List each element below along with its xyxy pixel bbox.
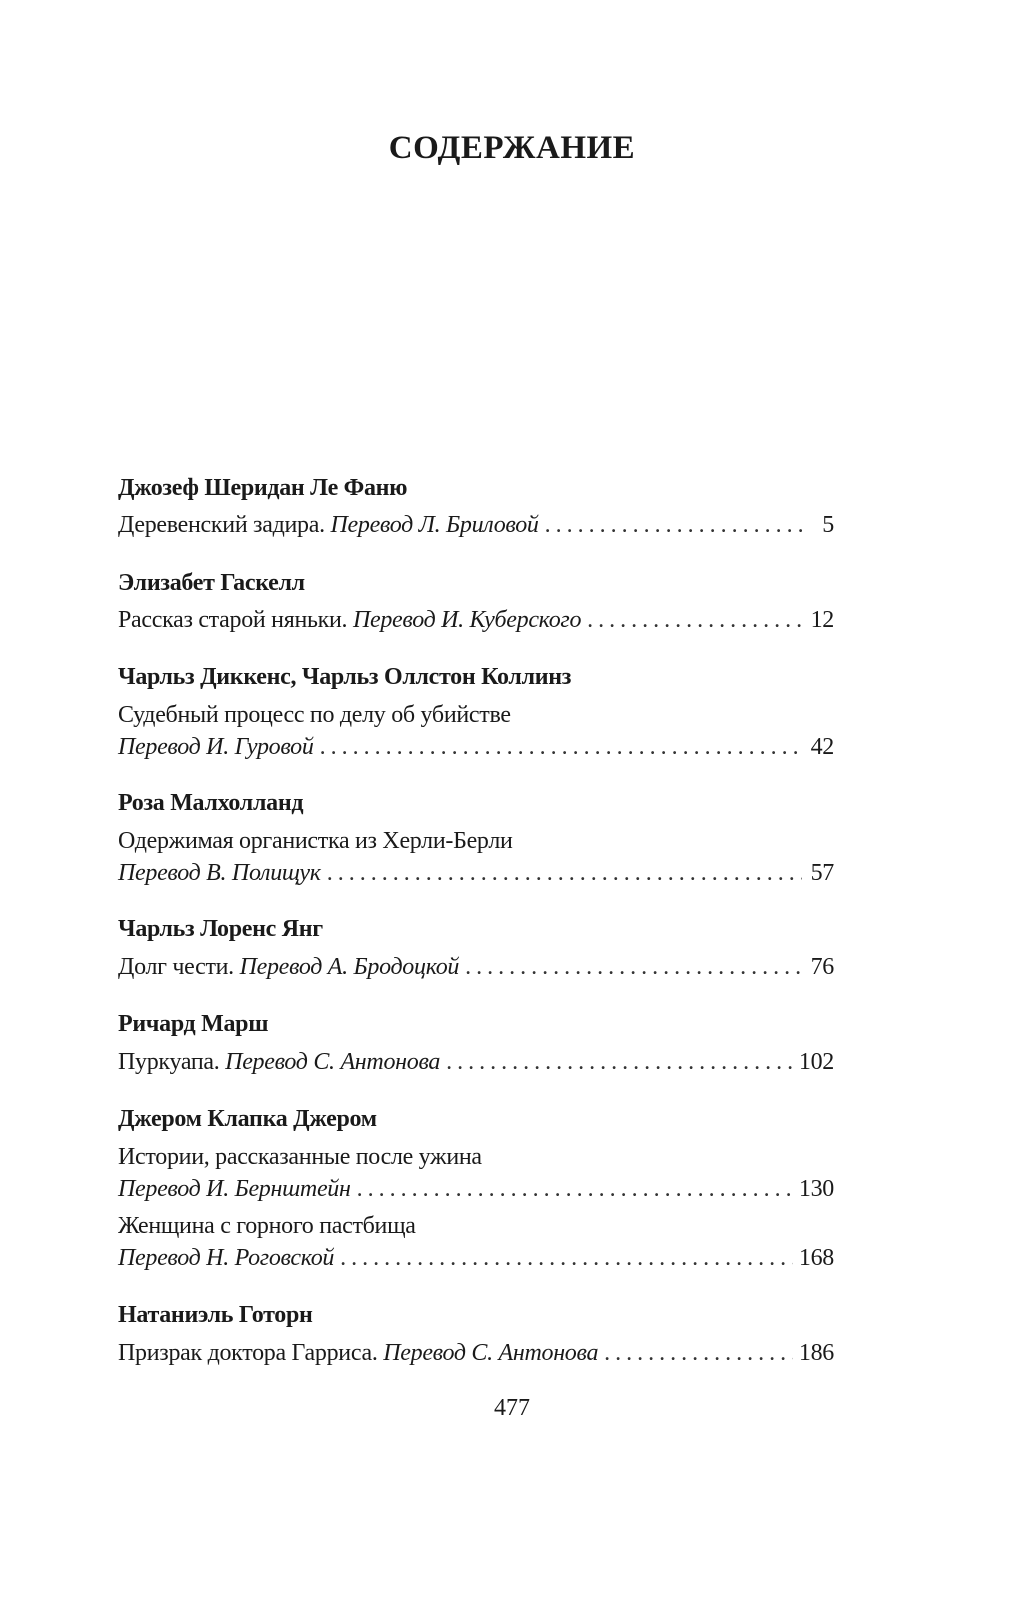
dot-leader	[340, 1245, 793, 1272]
toc-line[interactable]	[118, 607, 834, 634]
work-title: Долг чести.	[118, 954, 234, 980]
author-heading: Натаниэль Готорн	[118, 1302, 313, 1328]
work-title: Деревенский задира.	[118, 512, 325, 538]
work-title-line	[118, 702, 834, 729]
page-ref: 130	[798, 1176, 834, 1202]
dot-leader	[587, 607, 802, 634]
author-heading: Чарльз Диккенс, Чарльз Оллстон Коллинз	[118, 664, 572, 690]
work-title: Истории, рассказанные после ужина	[118, 1144, 482, 1170]
page-title: СОДЕРЖАНИЕ	[388, 130, 636, 166]
work-title: Судебный процесс по делу об убийстве	[118, 702, 511, 728]
translator: Перевод И. Бернштейн	[118, 1176, 351, 1202]
translator: Перевод Н. Роговской	[118, 1245, 335, 1271]
toc-line[interactable]	[118, 1049, 834, 1076]
dot-leader	[320, 734, 802, 761]
dot-leader	[446, 1049, 793, 1076]
page-ref: 168	[798, 1245, 834, 1271]
translator: Перевод А. Бродоцкой	[239, 954, 460, 980]
translator: Перевод В. Полищук	[118, 860, 321, 886]
work-title-line	[118, 1213, 834, 1240]
author-heading: Чарльз Лоренс Янг	[118, 916, 323, 942]
dot-leader	[604, 1340, 793, 1367]
author-heading: Ричард Марш	[118, 1011, 269, 1037]
toc-line[interactable]	[118, 1340, 834, 1367]
toc-line[interactable]	[118, 954, 834, 981]
work-title: Женщина с горного пастбища	[118, 1213, 416, 1239]
translator: Перевод И. Куберского	[352, 607, 582, 633]
toc-line[interactable]	[118, 1245, 834, 1272]
work-title: Пуркуапа.	[118, 1049, 220, 1075]
work-title: Призрак доктора Гарриса.	[118, 1340, 378, 1366]
toc-line[interactable]	[118, 1176, 834, 1203]
author-heading: Роза Малхолланд	[118, 790, 304, 816]
work-title-line	[118, 1144, 834, 1171]
toc-line[interactable]	[118, 512, 834, 539]
work-title-line	[118, 828, 834, 855]
page-ref: 186	[798, 1340, 834, 1366]
page-ref: 102	[798, 1049, 834, 1075]
page-ref: 5	[822, 512, 834, 538]
translator: Перевод С. Антонова	[225, 1049, 441, 1075]
translator: Перевод И. Гуровой	[118, 734, 314, 760]
translator: Перевод С. Антонова	[383, 1340, 599, 1366]
page-number: 477	[494, 1395, 530, 1421]
author-heading: Джозеф Шеридан Ле Фаню	[118, 475, 408, 501]
page-ref: 42	[810, 734, 834, 760]
toc-line[interactable]	[118, 734, 834, 761]
author-heading: Элизабет Гаскелл	[118, 570, 305, 596]
translator: Перевод Л. Бриловой	[330, 512, 539, 538]
author-heading: Джером Клапка Джером	[118, 1106, 377, 1132]
page-ref: 12	[810, 607, 834, 633]
page-ref: 76	[810, 954, 834, 980]
dot-leader	[465, 954, 802, 981]
dot-leader	[545, 512, 802, 539]
page-ref: 57	[810, 860, 834, 886]
work-title: Рассказ старой няньки.	[118, 607, 348, 633]
toc-line[interactable]	[118, 860, 834, 887]
dot-leader	[327, 860, 802, 887]
work-title: Одержимая органистка из Херли-Берли	[118, 828, 513, 854]
dot-leader	[357, 1176, 793, 1203]
